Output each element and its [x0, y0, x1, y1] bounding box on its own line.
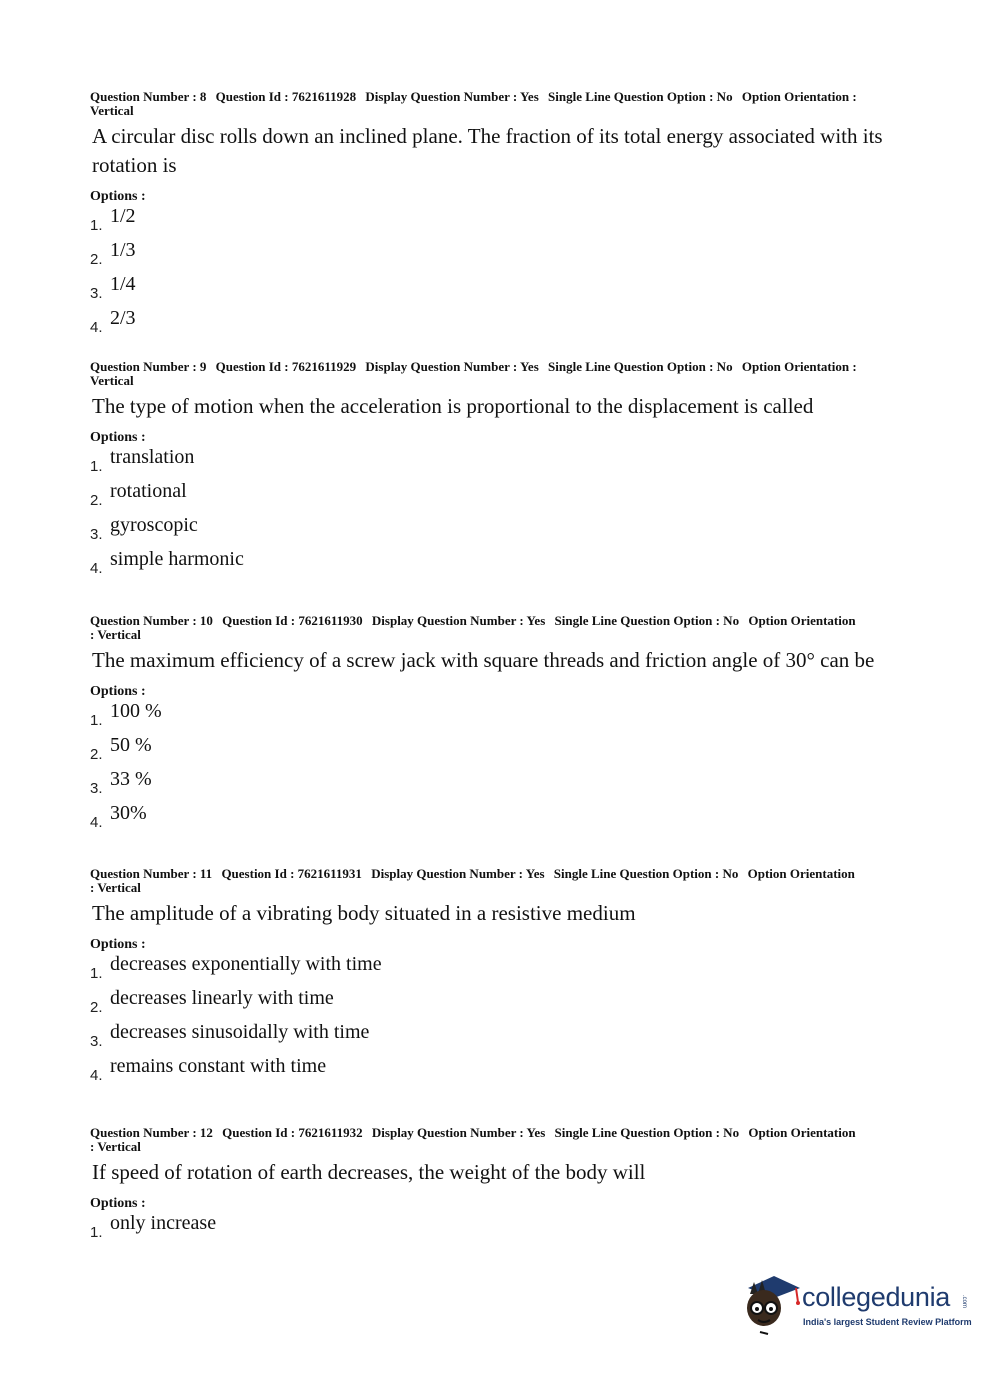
option-number: 4. [90, 814, 103, 831]
question-id: Question Id : 7621611930 [222, 613, 363, 628]
question-text: If speed of rotation of earth decreases, the weight of the body will [92, 1160, 646, 1184]
option-orientation: Option Orientation : Vertical [90, 89, 857, 118]
option-number: 2. [90, 746, 103, 763]
option-number: 3. [90, 780, 103, 797]
option-number: 3. [90, 1033, 103, 1050]
question-meta [90, 90, 860, 118]
question-number: Question Number : 11 [90, 866, 213, 881]
option-text: 2/3 [110, 307, 136, 329]
option-text: 30% [110, 802, 147, 824]
option-2[interactable] [90, 987, 920, 1021]
display-question-number: Display Question Number : Yes [365, 89, 539, 104]
option-1[interactable] [90, 446, 920, 480]
option-orientation: Option Orientation : Vertical [90, 613, 856, 642]
option-text: translation [110, 446, 195, 468]
option-4[interactable] [90, 1055, 920, 1089]
option-number: 3. [90, 526, 103, 543]
option-number: 1. [90, 217, 103, 234]
display-question-number: Display Question Number : Yes [371, 613, 546, 628]
option-text: decreases exponentially with time [110, 953, 382, 975]
option-1[interactable] [90, 1212, 920, 1246]
single-line-option: Single Line Question Option : No [548, 89, 733, 104]
question-id: Question Id : 7621611931 [221, 866, 362, 881]
logo-wordmark: collegedunia [802, 1282, 951, 1312]
option-number: 1. [90, 965, 103, 982]
option-1[interactable] [90, 953, 920, 987]
question-text: A circular disc rolls down an inclined plane. The fraction of its total energy associated with its rotation is [92, 124, 883, 177]
question-id: Question Id : 7621611928 [215, 89, 357, 104]
option-text: remains constant with time [110, 1055, 327, 1077]
display-question-number: Display Question Number : Yes [371, 1125, 546, 1140]
collegedunia-logo [740, 1268, 975, 1338]
question-number: Question Number : 10 [90, 613, 213, 628]
option-3[interactable] [90, 768, 920, 802]
single-line-option: Single Line Question Option : No [548, 359, 733, 374]
option-orientation: Option Orientation : Vertical [90, 359, 857, 388]
option-3[interactable] [90, 273, 920, 307]
logo-tagline: India's largest Student Review Platform [803, 1317, 972, 1327]
options-label: Options : [90, 189, 146, 204]
option-3[interactable] [90, 514, 920, 548]
question-text: The type of motion when the acceleration is proportional to the displacement is called [92, 394, 814, 418]
option-number: 1. [90, 1224, 103, 1241]
question-meta [90, 360, 860, 388]
option-orientation: Option Orientation : Vertical [90, 866, 855, 895]
question-number: Question Number : 9 [90, 359, 207, 374]
display-question-number: Display Question Number : Yes [371, 866, 545, 881]
option-number: 2. [90, 492, 103, 509]
option-number: 4. [90, 319, 103, 336]
question-block-10 [90, 614, 920, 836]
options-label: Options : [90, 684, 146, 699]
option-number: 2. [90, 999, 103, 1016]
question-id: Question Id : 7621611929 [215, 359, 357, 374]
option-2[interactable] [90, 734, 920, 768]
options-label: Options : [90, 937, 146, 952]
option-text: decreases linearly with time [110, 987, 334, 1009]
question-block-9 [90, 360, 920, 582]
logo-com: .com [961, 1295, 967, 1309]
question-number: Question Number : 12 [90, 1125, 213, 1140]
option-number: 4. [90, 560, 103, 577]
option-text: 1/4 [110, 273, 136, 295]
option-text: 100 % [110, 700, 162, 722]
option-4[interactable] [90, 307, 920, 341]
option-text: rotational [110, 480, 187, 502]
options-label: Options : [90, 430, 146, 445]
single-line-option: Single Line Question Option : No [554, 1125, 740, 1140]
question-block-12 [90, 1126, 920, 1246]
option-text: gyroscopic [110, 514, 198, 536]
single-line-option: Single Line Question Option : No [553, 866, 739, 881]
question-block-8 [90, 90, 920, 341]
option-text: simple harmonic [110, 548, 244, 570]
question-meta [90, 614, 860, 642]
question-text: The maximum efficiency of a screw jack with square threads and friction angle of 30° can be [92, 648, 875, 672]
question-meta [90, 1126, 860, 1154]
question-id: Question Id : 7621611932 [222, 1125, 363, 1140]
option-number: 1. [90, 458, 103, 475]
option-text: 1/3 [110, 239, 136, 261]
option-4[interactable] [90, 548, 920, 582]
question-text: The amplitude of a vibrating body situated in a resistive medium [92, 901, 636, 925]
option-orientation: Option Orientation : Vertical [90, 1125, 856, 1154]
question-number: Question Number : 8 [90, 89, 207, 104]
option-number: 1. [90, 712, 103, 729]
option-1[interactable] [90, 700, 920, 734]
question-meta [90, 867, 860, 895]
option-number: 4. [90, 1067, 103, 1084]
question-block-11 [90, 867, 920, 1089]
option-1[interactable] [90, 205, 920, 239]
option-2[interactable] [90, 480, 920, 514]
option-4[interactable] [90, 802, 920, 836]
option-text: 33 % [110, 768, 152, 790]
option-number: 3. [90, 285, 103, 302]
option-text: decreases sinusoidally with time [110, 1021, 370, 1043]
option-text: only increase [110, 1212, 217, 1234]
mascot-icon [740, 1268, 802, 1338]
option-text: 1/2 [110, 205, 136, 227]
option-3[interactable] [90, 1021, 920, 1055]
option-text: 50 % [110, 734, 152, 756]
option-number: 2. [90, 251, 103, 268]
display-question-number: Display Question Number : Yes [365, 359, 539, 374]
options-label: Options : [90, 1196, 146, 1211]
single-line-option: Single Line Question Option : No [554, 613, 740, 628]
option-2[interactable] [90, 239, 920, 273]
